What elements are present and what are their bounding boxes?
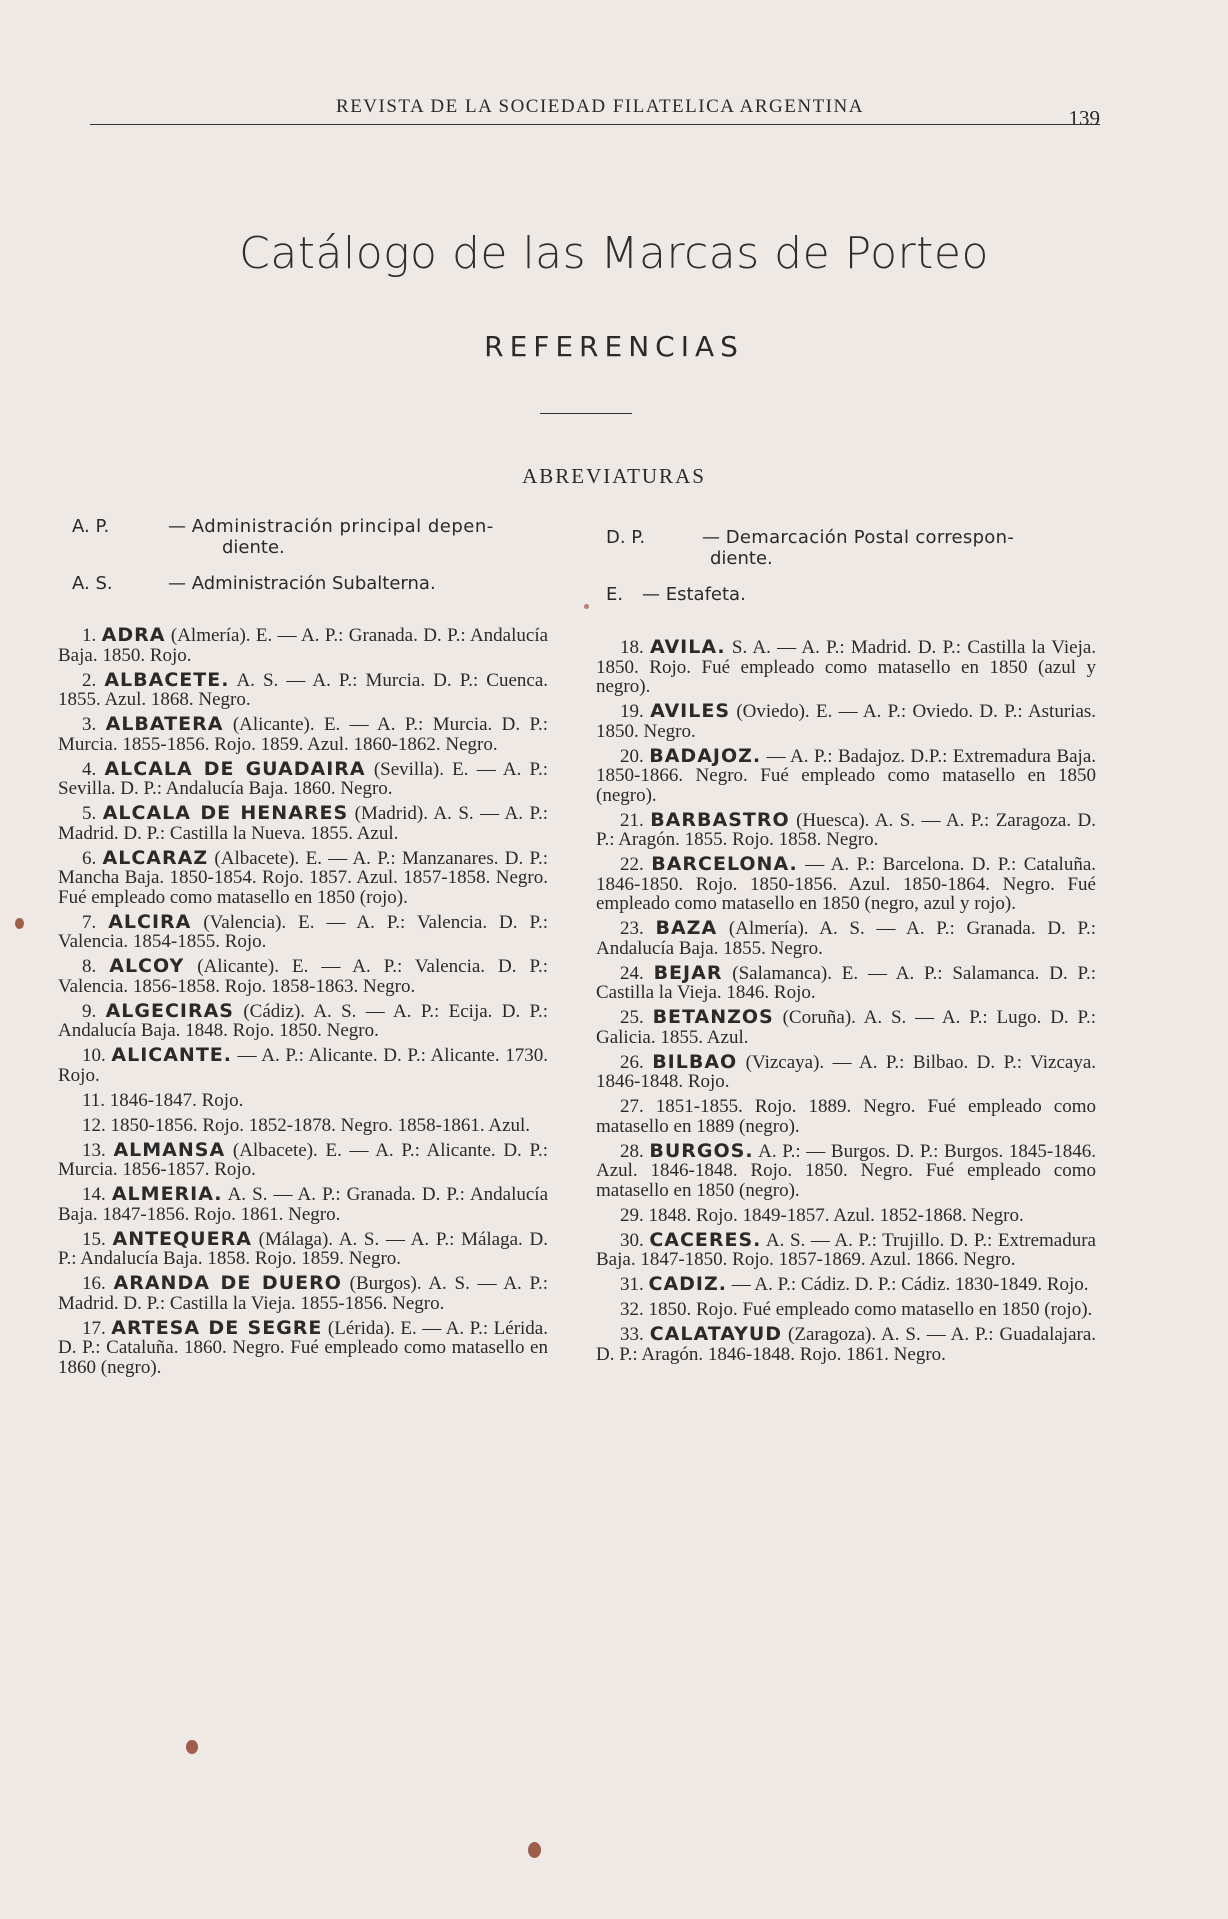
entry-text: — A. P.: Cádiz. D. P.: Cádiz. 1830-1849. Rojo. xyxy=(731,1274,1089,1295)
entry-text: (Alicante). E. — A. P.: Valencia. D. P.: Valencia. 1856-1858. Rojo. 1858-1863. Negro. xyxy=(58,956,549,997)
entry-name: BARBASTRO xyxy=(650,808,790,831)
entry-number: 28. xyxy=(620,1140,644,1162)
entry-number: 15. xyxy=(82,1228,106,1250)
entry-text: (Coruña). A. S. — A. P.: Lugo. D. P.: Galicia. 1855. Azul. xyxy=(596,1007,1096,1048)
catalog-entry xyxy=(58,1274,548,1313)
catalog-entry xyxy=(596,1206,1096,1226)
entry-name: CALATAYUD xyxy=(649,1323,783,1345)
running-header xyxy=(90,92,1100,132)
entry-text: (Almería). A. S. — A. P.: Granada. D. P.: Andalucía Baja. 1855. Negro. xyxy=(596,918,1097,959)
entry-number: 7. xyxy=(82,911,97,933)
catalog-entry xyxy=(58,1116,548,1136)
entry-text: (Oviedo). E. — A. P.: Oviedo. D. P.: Asturias. 1850. Negro. xyxy=(596,701,1097,742)
entry-text: — A. P.: Barcelona. D. P.: Cataluña. 1846-1850. Rojo. 1850-1856. Azul. 1850-1864. Negro. Fué empleado como matasello en 1850 (negro, azul y rojo). xyxy=(596,854,1097,914)
catalog-entry xyxy=(58,1138,548,1180)
abbreviation-key: D. P. xyxy=(606,527,646,548)
header-rule xyxy=(90,124,1100,125)
abbreviations-heading: ABREVIATURAS xyxy=(522,464,706,488)
ink-stain xyxy=(15,918,24,929)
entry-name: ALCOY xyxy=(109,955,185,977)
entry-number: 24. xyxy=(620,962,644,984)
entry-number: 30. xyxy=(620,1229,644,1251)
catalog-entry xyxy=(596,638,1096,697)
abbreviation-text: Administración Subalterna. xyxy=(191,573,436,594)
catalog-entry xyxy=(58,999,549,1041)
entry-name: BETANZOS xyxy=(652,1006,774,1028)
catalog-entry xyxy=(58,757,549,799)
ink-stain xyxy=(584,604,589,609)
divider-rule xyxy=(540,413,632,414)
catalog-entry xyxy=(596,1050,1097,1092)
entry-number: 29. xyxy=(620,1204,644,1226)
ink-stain xyxy=(186,1740,198,1754)
section-subtitle: REFERENCIAS xyxy=(484,330,744,363)
entry-name: BAZA xyxy=(655,917,718,939)
entry-name: BADAJOZ. xyxy=(649,744,762,767)
entry-number: 17. xyxy=(82,1317,106,1339)
entry-name: CADIZ. xyxy=(648,1273,727,1295)
entry-name: ARANDA DE DUERO xyxy=(113,1272,342,1294)
entry-number: 12. xyxy=(82,1114,106,1136)
entry-name: ALGECIRAS xyxy=(105,999,234,1022)
ink-stain xyxy=(528,1842,541,1858)
entry-text: (Vizcaya). — A. P.: Bilbao. D. P.: Vizcaya. 1846-1848. Rojo. xyxy=(596,1051,1097,1092)
entry-name: ALICANTE. xyxy=(111,1044,232,1066)
entry-name: ALBATERA xyxy=(105,713,224,735)
catalog-entry xyxy=(596,1008,1096,1047)
entry-number: 13. xyxy=(82,1139,106,1161)
entry-text: 1850-1856. Rojo. 1852-1878. Negro. 1858-1861. Azul. xyxy=(110,1114,531,1136)
entry-text: 1851-1855. Rojo. 1889. Negro. Fué empleado como matasello en 1889 (negro). xyxy=(596,1096,1096,1137)
entry-name: ANTEQUERA xyxy=(112,1227,252,1250)
entry-number: 32. xyxy=(620,1299,644,1320)
entry-name: ADRA xyxy=(101,624,166,646)
entry-text: (Cádiz). A. S. — A. P.: Ecija. D. P.: Andalucía Baja. 1848. Rojo. 1850. Negro. xyxy=(58,1000,549,1041)
entry-number: 2. xyxy=(82,669,97,691)
entry-number: 31. xyxy=(620,1274,644,1295)
page-number: 139 xyxy=(1068,106,1100,130)
entry-text: — A. P.: Alicante. D. P.: Alicante. 1730. Rojo. xyxy=(58,1045,548,1086)
entry-text: — A. P.: Badajoz. D.P.: Extremadura Baja. 1850-1866. Negro. Fué empleado como matasello en 1850 (negro). xyxy=(596,745,1097,806)
entry-text: (Málaga). A. S. — A. P.: Málaga. D. P.: Andalucía Baja. 1858. Rojo. 1859. Negro. xyxy=(58,1228,548,1269)
entry-name: ALCALA DE GUADAIRA xyxy=(104,757,366,780)
abbreviation-ap: A. P. — Administración principal depen- diente. xyxy=(72,516,572,558)
entry-text: (Lérida). E. — A. P.: Lérida. D. P.: Cataluña. 1860. Negro. Fué empleado como matasello en 1860 (negro). xyxy=(58,1317,548,1378)
entry-name: ALMERIA. xyxy=(111,1183,223,1205)
catalog-entry xyxy=(58,1046,548,1085)
entry-number: 19. xyxy=(620,701,644,722)
entry-number: 5. xyxy=(82,803,97,824)
entry-name: ALCARAZ xyxy=(102,846,209,869)
entry-text: A. S. — A. P.: Murcia. D. P.: Cuenca. 1855. Azul. 1868. Negro. xyxy=(58,669,549,710)
entry-name: CACERES. xyxy=(649,1228,762,1251)
entry-name: ALCIRA xyxy=(108,910,192,933)
abbreviation-key: E. xyxy=(606,584,624,605)
abbreviation-as: A. S. — Administración Subalterna. xyxy=(72,573,436,594)
catalog-entry xyxy=(58,804,548,843)
entry-text: A. S. — A. P.: Trujillo. D. P.: Extremadura Baja. 1847-1850. Rojo. 1857-1869. Azul. 1866. Negro. xyxy=(596,1229,1096,1270)
entry-number: 4. xyxy=(82,758,97,780)
entry-number: 26. xyxy=(620,1051,644,1073)
entry-text: (Valencia). E. — A. P.: Valencia. D. P.: Valencia. 1854-1855. Rojo. xyxy=(58,911,548,952)
abbreviation-dp: D. P. — Demarcación Postal correspon- diente. xyxy=(606,527,1126,569)
left-column xyxy=(58,626,548,1383)
entry-number: 25. xyxy=(620,1007,644,1028)
entry-number: 11. xyxy=(82,1089,106,1111)
entry-text: (Madrid). A. S. — A. P.: Madrid. D. P.: Castilla la Nueva. 1855. Azul. xyxy=(58,803,548,844)
catalog-entry xyxy=(58,1227,548,1269)
catalog-entry xyxy=(596,744,1097,806)
right-column xyxy=(596,638,1096,1370)
abbreviation-text: Administración principal depen- xyxy=(191,516,494,537)
entry-text: (Salamanca). E. — A. P.: Salamanca. D. P.: Castilla la Vieja. 1846. Rojo. xyxy=(596,962,1097,1003)
entry-text: S. A. — A. P.: Madrid. D. P.: Castilla la Vieja. 1850. Rojo. Fué empleado como matasello en 1850 (azul y negro). xyxy=(596,637,1097,697)
entry-number: 8. xyxy=(82,956,97,977)
entry-number: 27. xyxy=(620,1096,644,1117)
entry-name: BILBAO xyxy=(652,1050,738,1073)
entry-name: ALMANSA xyxy=(113,1138,226,1161)
catalog-entry xyxy=(596,1300,1096,1320)
entry-name: ALCALA DE HENARES xyxy=(102,802,349,824)
catalog-entry xyxy=(596,1097,1096,1136)
entry-name: BARCELONA. xyxy=(651,853,798,875)
entry-text: (Zaragoza). A. S. — A. P.: Guadalajara. D. P.: Aragón. 1846-1848. Rojo. 1861. Negro. xyxy=(596,1324,1097,1365)
entry-text: 1848. Rojo. 1849-1857. Azul. 1852-1868. Negro. xyxy=(648,1204,1024,1226)
entry-name: BURGOS. xyxy=(649,1139,754,1162)
entry-text: A. S. — A. P.: Granada. D. P.: Andalucía Baja. 1847-1856. Rojo. 1861. Negro. xyxy=(58,1184,549,1225)
entry-name: AVILES xyxy=(650,700,731,722)
abbreviation-continuation: diente. xyxy=(222,537,285,558)
entry-text: 1846-1847. Rojo. xyxy=(109,1089,244,1111)
entry-number: 10. xyxy=(82,1045,106,1066)
entry-text: (Albacete). E. — A. P.: Alicante. D. P.: Murcia. 1856-1857. Rojo. xyxy=(58,1139,548,1180)
entry-text: (Sevilla). E. — A. P.: Sevilla. D. P.: Andalucía Baja. 1860. Negro. xyxy=(58,758,549,799)
entry-name: ALBACETE. xyxy=(104,668,230,691)
abbreviation-key: A. S. xyxy=(72,573,113,594)
catalog-entry xyxy=(58,1091,548,1111)
entry-number: 22. xyxy=(620,854,644,875)
entry-text: (Huesca). A. S. — A. P.: Zaragoza. D. P.: Aragón. 1855. Rojo. 1858. Negro. xyxy=(596,809,1097,850)
page-title: Catálogo de las Marcas de Porteo xyxy=(239,228,989,279)
entry-number: 1. xyxy=(82,625,97,646)
entry-number: 6. xyxy=(82,847,97,869)
abbreviation-text: Estafeta. xyxy=(665,584,746,605)
catalog-entry xyxy=(596,808,1097,850)
catalog-entry xyxy=(58,715,548,754)
catalog-entry xyxy=(58,668,549,710)
entry-number: 20. xyxy=(620,745,644,767)
entry-number: 18. xyxy=(620,637,644,658)
abbreviation-e: E. — Estafeta. xyxy=(606,584,746,605)
abbreviation-key: A. P. xyxy=(72,516,110,537)
entry-name: ARTESA DE SEGRE xyxy=(111,1316,323,1339)
entry-text: (Almería). E. — A. P.: Granada. D. P.: Andalucía Baja. 1850. Rojo. xyxy=(58,625,549,666)
catalog-entry xyxy=(58,1316,548,1378)
catalog-entry xyxy=(596,1228,1096,1270)
entry-text: 1850. Rojo. Fué empleado como matasello en 1850 (rojo). xyxy=(648,1299,1093,1320)
catalog-entry xyxy=(58,910,548,952)
entry-number: 3. xyxy=(82,714,97,735)
catalog-entry xyxy=(596,855,1096,914)
entry-text: (Albacete). E. — A. P.: Manzanares. D. P.: Mancha Baja. 1850-1854. Rojo. 1857. Azul. 1857-1858. Negro. Fué empleado como matasello en 1850 (rojo). xyxy=(58,847,548,908)
catalog-entry xyxy=(58,1185,548,1224)
catalog-entry xyxy=(596,961,1097,1003)
catalog-entry xyxy=(596,702,1096,741)
catalog-entry xyxy=(596,919,1096,958)
entry-name: BEJAR xyxy=(653,961,723,984)
abbreviation-continuation: diente. xyxy=(710,548,773,569)
catalog-entry xyxy=(58,957,548,996)
entry-text: (Alicante). E. — A. P.: Murcia. D. P.: Murcia. 1855-1856. Rojo. 1859. Azul. 1860-1862. Negro. xyxy=(58,714,549,755)
catalog-entry xyxy=(596,1139,1096,1201)
entry-text: (Burgos). A. S. — A. P.: Madrid. D. P.: Castilla la Vieja. 1855-1856. Negro. xyxy=(58,1273,549,1314)
catalog-entry xyxy=(58,626,548,665)
entry-number: 21. xyxy=(620,809,644,831)
entry-number: 23. xyxy=(620,918,644,939)
entry-text: A. P.: — Burgos. D. P.: Burgos. 1845-1846. Azul. 1846-1848. Rojo. 1850. Negro. Fué empleado como matasello en 1850 (negro). xyxy=(596,1140,1096,1201)
abbreviation-text: Demarcación Postal correspon- xyxy=(725,527,1015,548)
entry-name: AVILA. xyxy=(650,636,726,658)
catalog-entry xyxy=(596,1275,1096,1295)
journal-title: REVISTA DE LA SOCIEDAD FILATELICA ARGENTINA xyxy=(336,96,864,117)
entry-number: 14. xyxy=(82,1184,106,1205)
entry-number: 9. xyxy=(82,1000,97,1022)
catalog-entry xyxy=(58,846,548,908)
entry-number: 33. xyxy=(620,1324,644,1345)
catalog-entry xyxy=(596,1325,1096,1364)
entry-number: 16. xyxy=(82,1273,106,1294)
